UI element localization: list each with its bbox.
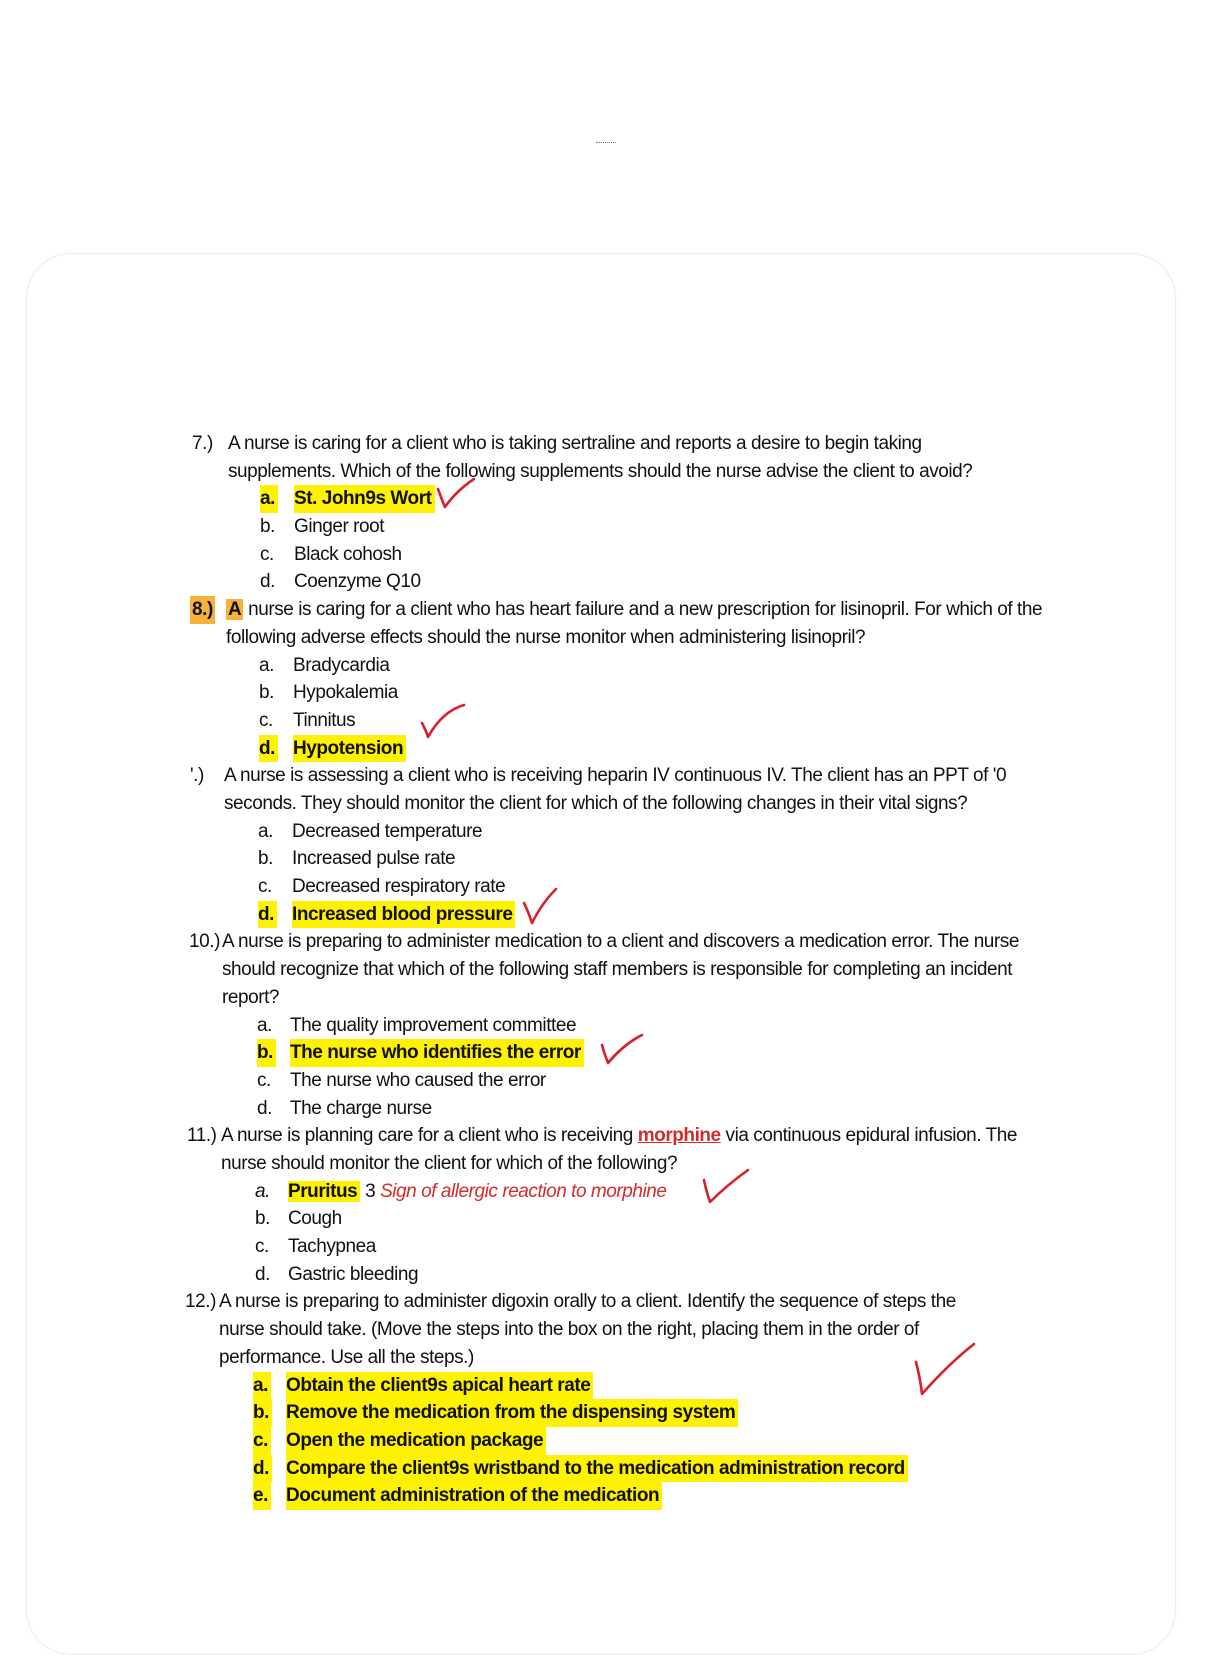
option-letter: a.	[257, 1014, 272, 1036]
option-b[interactable]	[0, 1205, 1224, 1233]
question-12	[0, 1288, 1224, 1510]
option-text: Decreased respiratory rate	[292, 876, 506, 898]
option-b[interactable]	[0, 1039, 1224, 1067]
question-10	[0, 928, 1224, 1122]
question-9	[0, 762, 1224, 928]
option-c[interactable]	[0, 541, 1224, 569]
option-text: Tinnitus	[293, 709, 356, 731]
option-letter: a.	[258, 820, 273, 842]
option-letter: d.	[259, 735, 278, 763]
option-letter: a.	[255, 1180, 270, 1202]
option-list	[0, 485, 1224, 596]
question-number: 10.)	[189, 931, 220, 953]
question-number: 11.)	[187, 1125, 217, 1147]
option-d[interactable]	[0, 1095, 1224, 1123]
option-answer: Pruritus	[288, 1181, 360, 1202]
option-letter: c.	[257, 1069, 271, 1091]
question-stem	[0, 1288, 1224, 1371]
stem-part: A nurse is planning care for a client who is receiving	[221, 1125, 633, 1147]
option-text: Obtain the client9s apical heart rate	[286, 1372, 593, 1400]
stem-first-word: A	[228, 599, 242, 621]
option-letter: d.	[253, 1455, 272, 1483]
check-mark-icon	[700, 1168, 754, 1208]
option-text: Increased blood pressure	[292, 901, 515, 929]
question-stem	[0, 762, 1224, 817]
option-text: Hypotension	[293, 735, 406, 763]
option-letter: d.	[255, 1263, 270, 1285]
question-number: 7.)	[192, 433, 213, 454]
option-text: Cough	[288, 1208, 342, 1230]
option-text: Tachypnea	[288, 1236, 376, 1258]
option-text: Hypokalemia	[293, 682, 398, 704]
option-letter: e.	[253, 1482, 271, 1510]
option-text: Ginger root	[294, 516, 385, 538]
option-e[interactable]	[0, 1482, 1224, 1510]
option-letter: b.	[259, 682, 274, 704]
option-b[interactable]	[0, 679, 1224, 707]
option-text: Increased pulse rate	[292, 848, 456, 870]
question-text: A nurse is preparing to administer medication to a client and discovers a medication error. The nurse should recognize that which of the following staff members is responsible for completing an incident report?	[222, 931, 1019, 1008]
option-letter: d.	[258, 901, 277, 929]
check-mark-icon	[434, 477, 480, 511]
option-letter: b.	[253, 1399, 272, 1427]
option-letter: d.	[260, 571, 275, 593]
option-d[interactable]	[0, 735, 1224, 763]
option-d[interactable]	[0, 901, 1224, 929]
option-letter: b.	[257, 1039, 276, 1067]
option-c[interactable]	[0, 873, 1224, 901]
option-c[interactable]	[0, 1427, 1224, 1455]
top-scan-mark	[596, 142, 616, 144]
option-c[interactable]	[0, 1233, 1224, 1261]
question-text: A nurse is assessing a client who is receiving heparin IV continuous IV. The client has an PPT of '0 seconds. They should monitor the client for which of the following changes in their vital signs?	[224, 765, 1007, 815]
option-text: Coenzyme Q10	[294, 571, 421, 593]
option-text: The nurse who identifies the error	[290, 1039, 584, 1067]
option-d[interactable]	[0, 1455, 1224, 1483]
option-c[interactable]	[0, 1067, 1224, 1095]
morphine-link[interactable]: morphine	[637, 1125, 721, 1147]
option-text: Bradycardia	[293, 654, 390, 676]
option-letter: c.	[259, 709, 273, 731]
option-text: The nurse who caused the error	[290, 1069, 546, 1091]
question-stem	[0, 928, 1224, 1011]
option-d[interactable]	[0, 1261, 1224, 1289]
option-text: St. John9s Wort	[294, 485, 435, 513]
option-text: The quality improvement committee	[290, 1014, 577, 1036]
question-stem	[0, 430, 1224, 485]
question-text: A nurse is preparing to administer digoxin orally to a client. Identify the sequence of steps the nurse should take. (Move the steps into the box on the right, placing them in the order of performance. Use all the steps.)	[219, 1291, 956, 1368]
question-7	[0, 430, 1224, 596]
option-b[interactable]	[0, 845, 1224, 873]
option-list	[0, 1372, 1224, 1510]
option-text	[288, 1178, 667, 1206]
option-letter: b.	[258, 848, 273, 870]
option-a[interactable]	[0, 1178, 1224, 1206]
question-number: 8.)	[190, 596, 215, 624]
option-suffix: 3	[365, 1180, 376, 1202]
option-list	[0, 1012, 1224, 1123]
question-list	[0, 430, 1224, 1510]
stem-rest: nurse is caring for a client who has heart failure and a new prescription for lisinopril. For which of the following adverse effects should the nurse monitor when administering lisinopril?	[226, 599, 1043, 648]
question-8	[0, 596, 1224, 762]
option-letter: c.	[258, 876, 272, 898]
option-letter: a.	[260, 485, 278, 513]
option-c[interactable]	[0, 707, 1224, 735]
option-b[interactable]	[0, 513, 1224, 541]
question-text	[221, 1122, 1044, 1177]
question-number: 12.)	[185, 1291, 216, 1313]
option-letter: a.	[259, 654, 274, 676]
option-text: Gastric bleeding	[288, 1263, 419, 1285]
option-letter: b.	[255, 1208, 270, 1230]
option-text: The charge nurse	[290, 1097, 432, 1119]
option-b[interactable]	[0, 1399, 1224, 1427]
check-mark-icon	[520, 887, 560, 927]
option-a[interactable]	[0, 485, 1224, 513]
option-a[interactable]	[0, 818, 1224, 846]
question-text	[226, 596, 1054, 651]
option-letter: a.	[253, 1372, 271, 1400]
question-text: A nurse is caring for a client who is taking sertraline and reports a desire to begin taking supplements. Which of the following supplements should the nurse advise the client to avoid?	[228, 433, 973, 482]
annotation-text: Sign of allergic reaction to morphine	[380, 1180, 667, 1202]
option-text: Decreased temperature	[292, 820, 483, 842]
option-text: Document administration of the medication	[286, 1482, 662, 1510]
option-text: Open the medication package	[286, 1427, 546, 1455]
question-number: '.)	[190, 765, 204, 787]
option-list	[0, 652, 1224, 763]
option-letter: d.	[257, 1097, 272, 1119]
option-text: Compare the client9s wristband to the medication administration record	[286, 1455, 908, 1483]
option-text: Remove the medication from the dispensing system	[286, 1399, 738, 1427]
question-stem	[0, 1122, 1224, 1177]
option-text: Black cohosh	[294, 543, 402, 565]
option-a[interactable]	[0, 1372, 1224, 1400]
option-letter: c.	[255, 1236, 269, 1258]
option-list	[0, 818, 1224, 929]
question-stem	[0, 596, 1224, 651]
option-letter: c.	[253, 1427, 271, 1455]
option-a[interactable]	[0, 652, 1224, 680]
option-d[interactable]	[0, 568, 1224, 596]
stem-part: via continuous epidural infusion. The nurse should monitor the client for which of the following?	[221, 1125, 1017, 1175]
check-mark-icon	[598, 1031, 648, 1067]
option-letter: b.	[260, 516, 275, 538]
option-letter: c.	[260, 543, 274, 565]
option-list	[0, 1178, 1224, 1289]
question-11	[0, 1122, 1224, 1288]
